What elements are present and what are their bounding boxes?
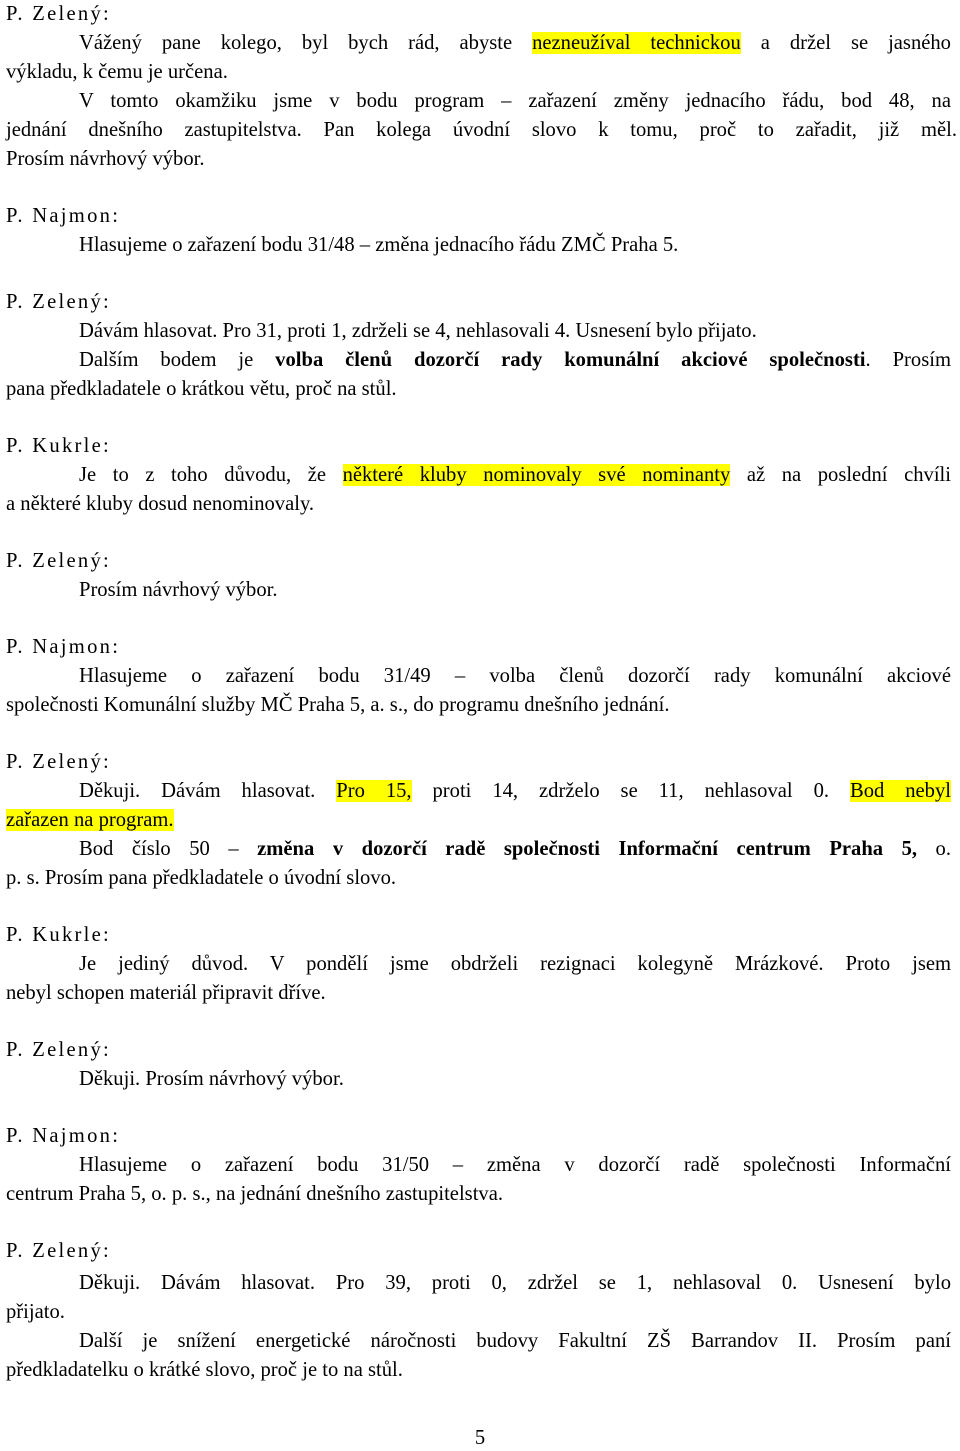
speaker-label: P. Kukrle: <box>6 924 112 946</box>
paragraph-line: Prosím návrhový výbor. <box>79 579 278 601</box>
paragraph-line: Děkuji. Dávám hlasovat. Pro 15, proti 14, zdrželo se 11, nehlasoval 0. Bod nebyl <box>79 780 951 802</box>
paragraph-line: výkladu, k čemu je určena. <box>6 61 228 83</box>
paragraph-line: společnosti Komunální služby MČ Praha 5, a. s., do programu dnešního jednání. <box>6 694 670 716</box>
speaker-label: P. Zelený: <box>6 751 112 773</box>
paragraph-line: Prosím návrhový výbor. <box>6 148 205 170</box>
speaker-label: P. Kukrle: <box>6 435 112 457</box>
paragraph-line: Je to z toho důvodu, že některé kluby nominovaly své nominanty až na poslední chvíli <box>79 464 951 486</box>
paragraph-line: Děkuji. Dávám hlasovat. Pro 39, proti 0, zdržel se 1, nehlasoval 0. Usnesení bylo <box>79 1272 951 1294</box>
paragraph-line: Další je snížení energetické náročnosti budovy Fakultní ZŠ Barrandov II. Prosím paní <box>79 1330 951 1352</box>
paragraph-line: Děkuji. Prosím návrhový výbor. <box>79 1068 344 1090</box>
highlighted-text: Pro 15, <box>336 780 412 802</box>
page-number: 5 <box>474 1427 486 1449</box>
paragraph-line: Hlasujeme o zařazení bodu 31/50 – změna v dozorčí radě společnosti Informační <box>79 1154 951 1176</box>
bold-text: změna v dozorčí radě společnosti Informační centrum Praha 5, <box>257 838 918 860</box>
speaker-label: P. Zelený: <box>6 3 112 25</box>
paragraph-line <box>6 810 174 831</box>
speaker-label: P. Najmon: <box>6 205 121 227</box>
paragraph-line: přijato. <box>6 1301 65 1323</box>
highlighted-text: zařazen na program. <box>6 809 174 831</box>
paragraph-line: V tomto okamžiku jsme v bodu program – zařazení změny jednacího řádu, bod 48, na <box>79 90 951 112</box>
highlighted-text: Bod nebyl <box>849 780 951 802</box>
paragraph-line: Je jediný důvod. V pondělí jsme obdrželi rezignaci kolegyně Mrázkové. Proto jsem <box>79 953 951 975</box>
speaker-label: P. Najmon: <box>6 1125 121 1147</box>
paragraph-line: nebyl schopen materiál připravit dříve. <box>6 982 326 1004</box>
speaker-label: P. Najmon: <box>6 636 121 658</box>
paragraph-line: Vážený pane kolego, byl bych rád, abyste nezneužíval technickou a držel se jasného <box>79 32 951 54</box>
highlighted-text: některé kluby nominovaly své nominanty <box>342 464 731 486</box>
paragraph-line: Dávám hlasovat. Pro 31, proti 1, zdrželi se 4, nehlasovali 4. Usnesení bylo přijato. <box>79 320 757 342</box>
paragraph-line: pana předkladatele o krátkou větu, proč na stůl. <box>6 378 397 400</box>
speaker-label: P. Zelený: <box>6 550 112 572</box>
paragraph-line: Hlasujeme o zařazení bodu 31/49 – volba členů dozorčí rady komunální akciové <box>79 665 951 687</box>
paragraph-line: Bod číslo 50 – změna v dozorčí radě společnosti Informační centrum Praha 5, o. <box>79 838 951 860</box>
bold-text: volba členů dozorčí rady komunální akciové společnosti <box>275 349 866 371</box>
paragraph-line: Dalším bodem je volba členů dozorčí rady komunální akciové společnosti. Prosím <box>79 349 951 371</box>
paragraph-line: p. s. Prosím pana předkladatele o úvodní slovo. <box>6 867 397 889</box>
paragraph-line: centrum Praha 5, o. p. s., na jednání dnešního zastupitelstva. <box>6 1183 503 1205</box>
paragraph-line: a některé kluby dosud nenominovaly. <box>6 493 315 515</box>
paragraph-line: Hlasujeme o zařazení bodu 31/48 – změna jednacího řádu ZMČ Praha 5. <box>79 234 679 256</box>
speaker-label: P. Zelený: <box>6 291 112 313</box>
paragraph-line: předkladatelku o krátké slovo, proč je to na stůl. <box>6 1359 403 1381</box>
highlighted-text: nezneužíval technickou <box>532 32 741 54</box>
speaker-label: P. Zelený: <box>6 1240 112 1262</box>
speaker-label: P. Zelený: <box>6 1039 112 1061</box>
paragraph-line: jednání dnešního zastupitelstva. Pan kolega úvodní slovo k tomu, proč to zařadit, již měl. <box>6 119 957 141</box>
